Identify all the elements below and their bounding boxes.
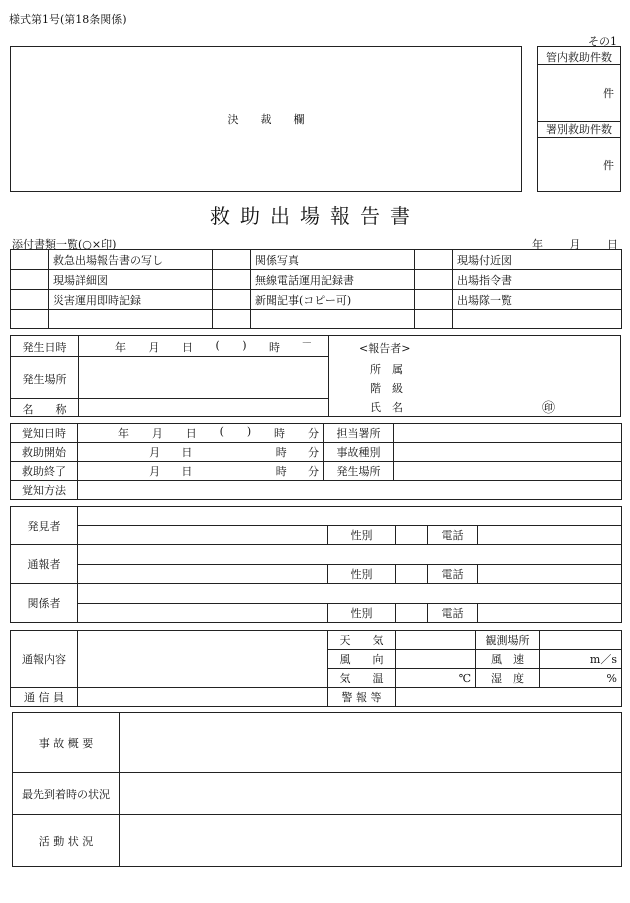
persons-table: [10, 506, 622, 623]
person-label: 通報者: [11, 545, 78, 584]
occur-place-label: 発生場所: [22, 373, 67, 386]
alert-value[interactable]: [396, 688, 622, 707]
blank-cell[interactable]: [251, 310, 415, 329]
row-line: [11, 356, 329, 357]
time-label: 覚知日時: [11, 424, 78, 443]
reporter-name: 氏 名: [370, 401, 403, 414]
wind-speed-label: 風 速: [476, 650, 540, 669]
check-cell[interactable]: [11, 290, 49, 310]
sex-label: 性別: [328, 604, 396, 623]
f-min: 分: [307, 427, 319, 440]
summary-value[interactable]: [120, 773, 622, 815]
f-pc: ): [246, 425, 252, 438]
attachment-item: 出場隊一覧: [453, 290, 622, 310]
check-cell[interactable]: [415, 270, 453, 290]
f-po: [213, 463, 223, 479]
f-hour: 時: [275, 465, 287, 478]
operator-label: 通 信 員: [11, 688, 78, 707]
sex-value[interactable]: [396, 526, 428, 545]
weather-value[interactable]: [396, 631, 476, 650]
method-value[interactable]: [78, 481, 622, 500]
f-month: 月: [149, 446, 161, 459]
person-label: 発見者: [11, 507, 78, 545]
f-day: 日: [185, 427, 197, 440]
f-year: [118, 463, 128, 479]
attachment-item: 災害運用即時記録: [49, 290, 213, 310]
person-name[interactable]: [78, 565, 328, 584]
field-paren-close: ): [242, 339, 247, 352]
wind-dir-value[interactable]: [396, 650, 476, 669]
field-tail: ┈┈: [302, 339, 311, 347]
field-year: 年: [115, 341, 126, 354]
humidity-unit[interactable]: %: [540, 669, 622, 688]
attachment-item: 無線電話運用記録書: [251, 270, 415, 290]
attachment-item: 現場付近図: [453, 250, 622, 270]
person-label: 関係者: [11, 584, 78, 623]
attachments-table: [10, 249, 622, 329]
time-label: 救助終了: [11, 462, 78, 481]
time-fields[interactable]: [78, 462, 324, 481]
summary-table: [12, 712, 622, 867]
check-cell[interactable]: [213, 270, 251, 290]
summary-label: 活 動 状 況: [13, 815, 120, 867]
check-cell[interactable]: [11, 250, 49, 270]
reporter-affiliation: 所 属: [370, 363, 403, 376]
summary-label: 最先到着時の状況: [13, 773, 120, 815]
temp-label: 気 温: [328, 669, 396, 688]
f-hour: 時: [274, 427, 286, 440]
occur-datetime-fields[interactable]: [115, 339, 311, 355]
rescue-by-unit: 件: [603, 159, 614, 172]
content-label: 通報内容: [11, 631, 78, 688]
check-cell[interactable]: [213, 290, 251, 310]
attachment-item: 現場詳細図: [49, 270, 213, 290]
row-line: [11, 398, 329, 399]
field-paren-open: (: [215, 339, 220, 352]
humidity-label: 湿 度: [476, 669, 540, 688]
blank-cell[interactable]: [453, 310, 622, 329]
field-month: 月: [148, 341, 160, 354]
phone-label: 電話: [428, 604, 478, 623]
f-pc: [245, 463, 255, 479]
phone-label: 電話: [428, 526, 478, 545]
f-min: 分: [307, 465, 319, 478]
times-table: [10, 423, 622, 500]
wind-dir-label: 風 向: [328, 650, 396, 669]
time-label: 救助開始: [11, 443, 78, 462]
f-month: 月: [151, 427, 163, 440]
phone-value[interactable]: [478, 526, 622, 545]
f-hour: 時: [275, 446, 287, 459]
obs-label: 観測場所: [476, 631, 540, 650]
right-label: 事故種別: [324, 443, 394, 462]
approval-label: 決 裁 欄: [227, 113, 305, 126]
f-po: (: [219, 425, 224, 438]
attachment-item: 出場指令書: [453, 270, 622, 290]
date-day: 日: [607, 238, 618, 251]
weather-label: 天 気: [328, 631, 396, 650]
time-fields[interactable]: [78, 443, 324, 462]
sex-value[interactable]: [396, 604, 428, 623]
f-year: 年: [118, 427, 129, 440]
summary-value[interactable]: [120, 713, 622, 773]
rescue-count-box: [537, 46, 621, 192]
attachment-item: 関係写真: [251, 250, 415, 270]
field-day: 日: [181, 341, 193, 354]
reporter-heading: <報告者>: [359, 342, 411, 355]
person-address[interactable]: [78, 584, 622, 604]
check-cell[interactable]: [11, 270, 49, 290]
obs-value[interactable]: [540, 631, 622, 650]
check-cell[interactable]: [415, 310, 453, 329]
sex-label: 性別: [328, 526, 396, 545]
attachment-item: 新聞記事(コピー可): [251, 290, 415, 310]
rescue-in-label: 管内救助件数: [538, 49, 620, 65]
right-label: 発生場所: [324, 462, 394, 481]
summary-label: 事 故 概 要: [13, 713, 120, 773]
temp-unit[interactable]: ℃: [396, 669, 476, 688]
occurrence-block: [10, 335, 621, 417]
occur-datetime-label: 発生日時: [22, 341, 67, 354]
approval-box: [10, 46, 522, 192]
content-value[interactable]: [78, 631, 328, 688]
right-value[interactable]: [394, 443, 622, 462]
check-cell[interactable]: [415, 290, 453, 310]
f-day: 日: [181, 446, 193, 459]
occur-left-divider: [78, 336, 79, 416]
form-number: 様式第1号(第18条関係): [9, 13, 127, 26]
rescue-in-unit: 件: [603, 87, 614, 100]
check-cell[interactable]: [213, 250, 251, 270]
attachment-item: 救急出場報告書の写し: [49, 250, 213, 270]
reporter-rank: 階 級: [370, 382, 403, 395]
check-cell[interactable]: [213, 310, 251, 329]
phone-label: 電話: [428, 565, 478, 584]
field-hour: 時: [269, 341, 281, 354]
f-pc: [245, 444, 255, 460]
right-label: 担当署所: [324, 424, 394, 443]
sex-label: 性別: [328, 565, 396, 584]
wind-speed-unit[interactable]: m／s: [540, 650, 622, 669]
person-name[interactable]: [78, 526, 328, 545]
summary-value[interactable]: [120, 815, 622, 867]
attachments-heading: 添付書類一覧(○×印): [12, 238, 117, 251]
date-month: 月: [569, 238, 581, 251]
page-title: 救助出場報告書: [210, 204, 420, 228]
f-year: [118, 444, 128, 460]
time-fields[interactable]: [78, 424, 324, 443]
f-po: [213, 444, 223, 460]
seal-icon: ㊞: [542, 401, 556, 416]
page-tag: その1: [588, 35, 617, 48]
person-address[interactable]: [78, 507, 622, 526]
f-month: 月: [149, 465, 161, 478]
f-day: 日: [181, 465, 193, 478]
method-label: 覚知方法: [11, 481, 78, 500]
right-value[interactable]: [394, 424, 622, 443]
date-year: 年: [532, 238, 543, 251]
person-name[interactable]: [78, 604, 328, 623]
phone-value[interactable]: [478, 565, 622, 584]
phone-value[interactable]: [478, 604, 622, 623]
check-cell[interactable]: [415, 250, 453, 270]
rescue-by-label: 署別救助件数: [538, 121, 620, 138]
occur-name-label: 名 称: [22, 403, 67, 416]
operator-value[interactable]: [78, 688, 328, 707]
sex-value[interactable]: [396, 565, 428, 584]
occur-mid-divider: [328, 336, 329, 416]
person-address[interactable]: [78, 545, 622, 565]
alert-label: 警 報 等: [328, 688, 396, 707]
right-value[interactable]: [394, 462, 622, 481]
report-table: [10, 630, 622, 707]
f-min: 分: [307, 446, 319, 459]
blank-cell[interactable]: [49, 310, 213, 329]
check-cell[interactable]: [11, 310, 49, 329]
